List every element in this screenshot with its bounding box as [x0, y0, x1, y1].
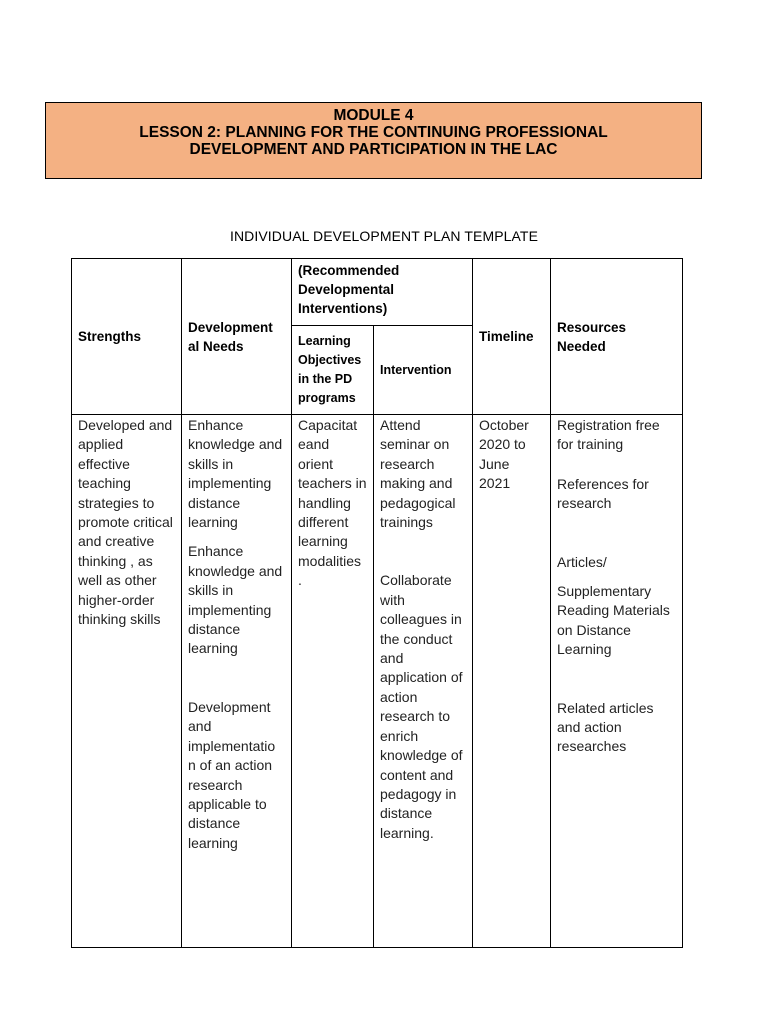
- intervention-item: Attend seminar on research making and pedagogical trainings: [380, 417, 456, 531]
- cell-learning-objectives: [292, 415, 374, 948]
- module-banner: [45, 102, 702, 179]
- resource-item: Registration free for training: [557, 417, 660, 453]
- header-intervention: Intervention: [374, 326, 473, 415]
- header-timeline: Timeline: [473, 259, 551, 415]
- cell-timeline: [473, 415, 551, 948]
- document-title: INDIVIDUAL DEVELOPMENT PLAN TEMPLATE: [229, 228, 539, 244]
- header-strengths: Strengths: [72, 259, 182, 415]
- cell-intervention: [374, 415, 473, 948]
- dev-need-item: Enhance knowledge and skills in implementing distance learning: [188, 543, 283, 657]
- dev-need-item: Development and implementatio n of an action research applicable to distance learning: [188, 698, 276, 851]
- header-recommended-interventions: (Recommended Developmental Interventions): [292, 259, 473, 326]
- resource-item: Supplementary Reading Materials on Distance Learning: [557, 583, 670, 658]
- module-title: MODULE 4: [333, 107, 414, 124]
- resource-item: References for research: [557, 475, 649, 512]
- lesson-title-line-1: LESSON 2: PLANNING FOR THE CONTINUING PROFESSIONAL: [139, 124, 608, 141]
- learning-objective-item: Capacitat eand orient teachers in handling different learning modalities .: [298, 417, 367, 589]
- resource-item: Articles/: [557, 553, 607, 570]
- intervention-item: Collaborate with colleagues in the conduct and application of action research to enrich knowledge of content and pedagogy in distance learning.: [380, 572, 463, 841]
- resource-item: Related articles and action researches: [557, 699, 654, 755]
- dev-need-item: Enhance knowledge and skills in implementing distance learning: [188, 417, 283, 531]
- lesson-title-line-2: DEVELOPMENT AND PARTICIPATION IN THE LAC: [189, 141, 558, 158]
- cell-strengths: [72, 415, 182, 948]
- table-row: [72, 415, 683, 948]
- header-learning-objectives: Learning Objectives in the PD programs: [292, 326, 374, 415]
- cell-resources-needed: [551, 415, 683, 948]
- header-resources-needed: Resources Needed: [551, 259, 683, 415]
- development-plan-table: [71, 258, 683, 948]
- timeline-item: October 2020 to June 2021: [479, 417, 529, 492]
- header-developmental-needs: Development al Needs: [182, 259, 292, 415]
- cell-developmental-needs: [182, 415, 292, 948]
- strength-item: Developed and applied effective teaching strategies to promote critical and creative thinking , as well as other higher-order thinking skills: [78, 417, 173, 628]
